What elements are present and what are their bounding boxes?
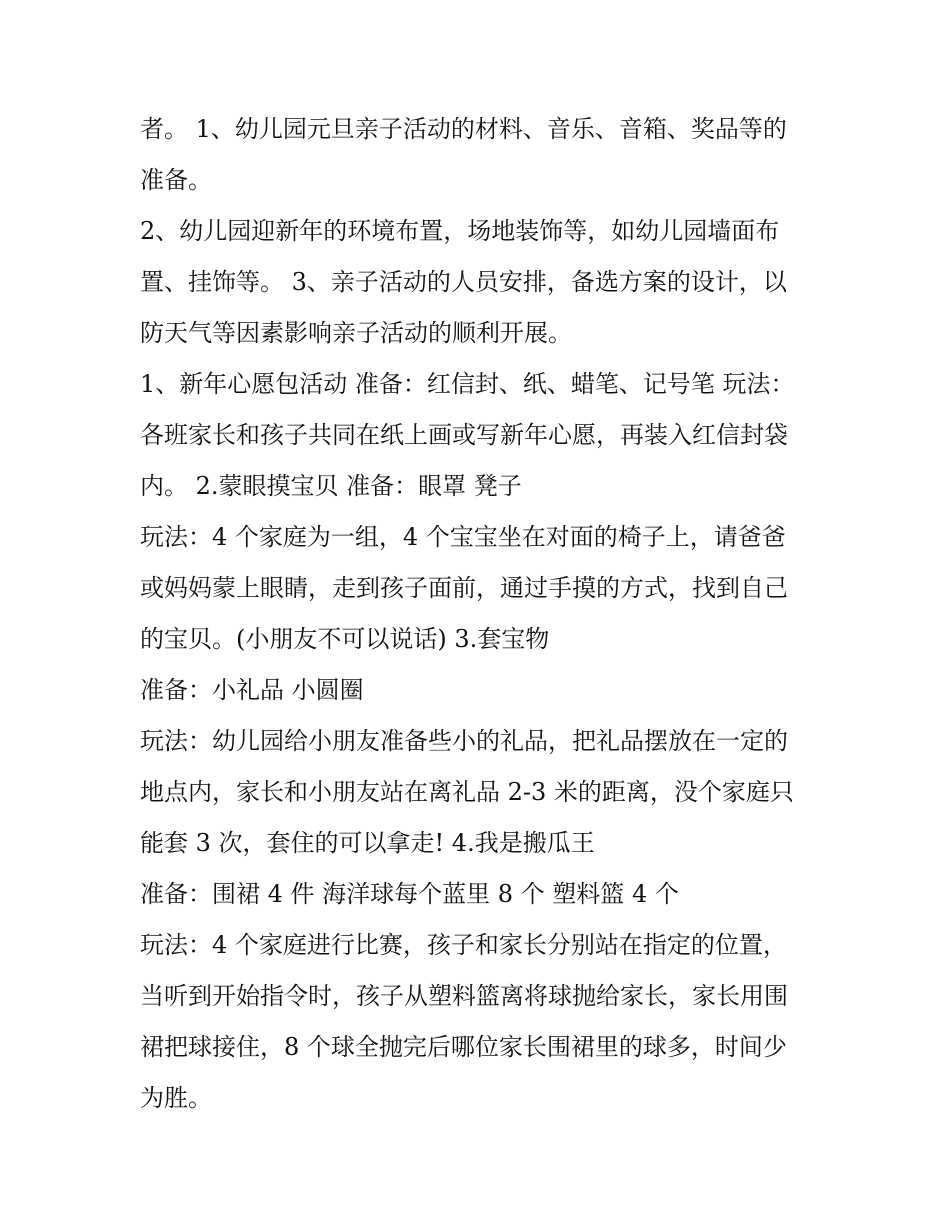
text-line: 为胜。 [140,1084,212,1112]
text-line: 内。 2.蒙眼摸宝贝 准备：眼罩 凳子 [140,472,522,500]
text-line: 或妈妈蒙上眼睛，走到孩子面前，通过手摸的方式，找到自己 [140,574,788,602]
body-text [140,104,820,1124]
text-line: 各班家长和孩子共同在纸上画或写新年心愿，再装入红信封袋 [140,421,788,449]
text-line: 准备。 [140,166,212,194]
text-line: 能套 3 次，套住的可以拿走! 4.我是搬瓜王 [140,829,595,857]
text-line: 1、新年心愿包活动 准备：红信封、纸、蜡笔、记号笔 玩法： [140,370,795,398]
text-line: 2、幼儿园迎新年的环境布置，场地装饰等，如幼儿园墙面布 [140,217,780,245]
text-line: 防天气等因素影响亲子活动的顺利开展。 [140,319,572,347]
text-line: 玩法：幼儿园给小朋友准备些小的礼品，把礼品摆放在一定的 [140,727,788,755]
text-line: 的宝贝。(小朋友不可以说话) 3.套宝物 [140,625,550,653]
text-line: 准备：围裙 4 件 海洋球每个蓝里 8 个 塑料篮 4 个 [140,880,679,908]
text-line: 准备：小礼品 小圆圈 [140,676,364,704]
text-line: 者。 1、幼儿园元旦亲子活动的材料、音乐、音箱、奖品等的 [140,115,787,143]
text-line: 地点内，家长和小朋友站在离礼品 2-3 米的距离，没个家庭只 [140,778,794,806]
text-line: 玩法：4 个家庭进行比赛，孩子和家长分别站在指定的位置， [140,931,787,959]
text-line: 裙把球接住，8 个球全抛完后哪位家长围裙里的球多，时间少 [140,1033,787,1061]
text-line: 当听到开始指令时，孩子从塑料篮离将球抛给家长，家长用围 [140,982,788,1010]
text-line: 置、挂饰等。 3、亲子活动的人员安排，备选方案的设计，以 [140,268,787,296]
text-line: 玩法：4 个家庭为一组，4 个宝宝坐在对面的椅子上，请爸爸 [140,523,786,551]
